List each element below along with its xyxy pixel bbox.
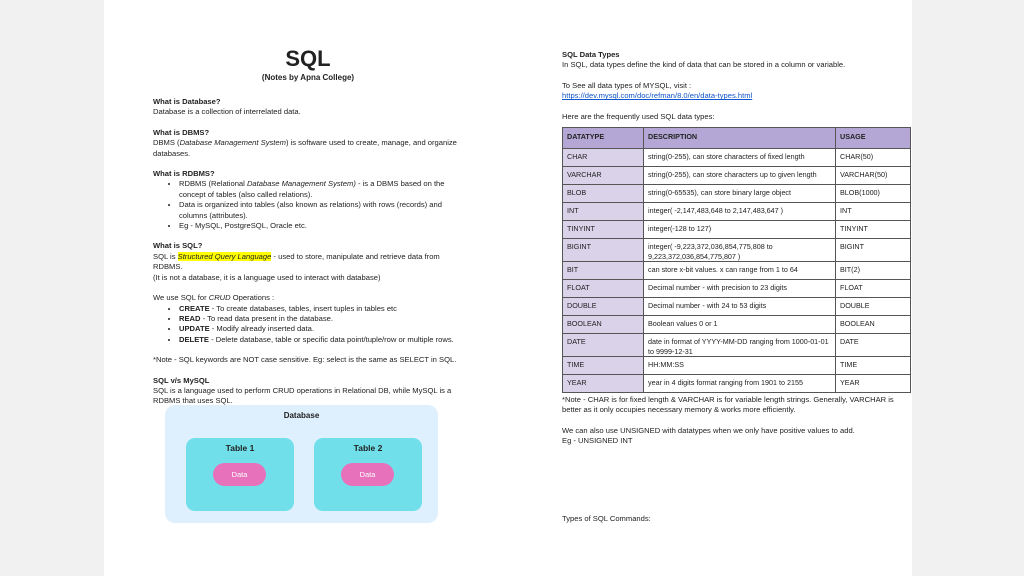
- data-pill: Data: [213, 463, 266, 486]
- list-item: [179, 335, 468, 345]
- page-subtitle: (Notes by Apna College): [261, 73, 355, 82]
- database-diagram: [165, 405, 438, 523]
- list-item: [179, 304, 468, 314]
- table-row: [563, 167, 911, 185]
- cell-usage: FLOAT: [836, 280, 911, 298]
- cell-datatype: BIT: [563, 262, 644, 280]
- cell-description: string(0-255), can store characters up to given length: [644, 167, 836, 185]
- table-row: [563, 375, 911, 393]
- freq-text: Here are the frequently used SQL data types:: [562, 111, 715, 121]
- text: Operations :: [230, 293, 275, 303]
- text: - Modify already inserted data.: [209, 324, 314, 334]
- heading-dbms: What is DBMS?: [153, 127, 210, 137]
- table-label: Table 2: [353, 443, 383, 453]
- diagram-table-1: [186, 438, 294, 511]
- heading-sql: What is SQL?: [153, 241, 203, 251]
- left-column: [153, 97, 468, 407]
- header-usage: USAGE: [836, 128, 911, 149]
- cell-datatype: BIGINT: [563, 239, 644, 262]
- cell-datatype: TINYINT: [563, 221, 644, 239]
- sql-text: [153, 252, 468, 273]
- unsigned-text: We can also use UNSIGNED with datatypes when we only have positive values to add.: [562, 425, 855, 435]
- table-row: [563, 221, 911, 239]
- cell-datatype: VARCHAR: [563, 167, 644, 185]
- cell-description: year in 4 digits format ranging from 1901 to 2155: [644, 375, 836, 393]
- cell-usage: CHAR(50): [836, 149, 911, 167]
- diagram-database-label: Database: [283, 411, 320, 420]
- highlighted-text: Structured Query Language: [177, 251, 272, 261]
- cell-description: string(0-255), can store characters of fixed length: [644, 149, 836, 167]
- text-italic: Database Management System): [246, 179, 356, 189]
- table-row: [563, 239, 911, 262]
- table-row: [563, 280, 911, 298]
- data-pill: Data: [341, 463, 394, 486]
- diagram-table-2: [314, 438, 422, 511]
- note-char-varchar: *Note - CHAR is for fixed length & VARCHAR is for variable length strings. Generally, VARCHAR is better as it only occupies necessary memory & works more efficiently.: [562, 395, 894, 415]
- cell-usage: DOUBLE: [836, 298, 911, 316]
- cell-datatype: BOOLEAN: [563, 316, 644, 334]
- cell-usage: TIME: [836, 357, 911, 375]
- text: - To create databases, tables, insert tuples in tables etc: [209, 303, 397, 313]
- text: - To read data present in the database.: [200, 313, 333, 323]
- vs-text: SQL is a language used to perform CRUD operations in Relational DB, while MySQL is a RDBMS that uses SQL.: [153, 385, 452, 406]
- visit-text: To See all data types of MYSQL, visit :: [562, 80, 692, 90]
- table-row: [563, 262, 911, 280]
- dbms-text: [153, 138, 468, 159]
- database-text: Database is a collection of interrelated data.: [153, 107, 301, 117]
- cell-usage: VARCHAR(50): [836, 167, 911, 185]
- cell-datatype: DOUBLE: [563, 298, 644, 316]
- table-row: [563, 357, 911, 375]
- cell-description: integer( -9,223,372,036,854,775,808 to 9,223,372,036,854,775,807 ): [644, 239, 836, 262]
- crud-intro: [153, 293, 468, 303]
- text-bold: UPDATE: [179, 324, 210, 334]
- cell-description: can store x-bit values. x can range from 1 to 64: [644, 262, 836, 280]
- cell-description: date in format of YYYY-MM-DD ranging from 1000-01-01 to 9999-12-31: [644, 334, 836, 357]
- cell-datatype: DATE: [563, 334, 644, 357]
- cell-datatype: BLOB: [563, 185, 644, 203]
- header-datatype: DATATYPE: [563, 128, 644, 149]
- text: - Delete database, table or specific data point/tuple/row or multiple rows.: [208, 334, 454, 344]
- heading-rdbms: What is RDBMS?: [153, 169, 215, 179]
- text: RDBMS (Relational: [179, 179, 247, 189]
- cell-usage: BOOLEAN: [836, 316, 911, 334]
- heading-data-types: SQL Data Types: [562, 50, 620, 59]
- table-row: [563, 334, 911, 357]
- cell-description: Boolean values 0 or 1: [644, 316, 836, 334]
- text-italic: CRUD: [208, 293, 231, 303]
- cell-datatype: TIME: [563, 357, 644, 375]
- list-item: [179, 324, 468, 334]
- right-column-top: [562, 50, 912, 122]
- cell-datatype: CHAR: [563, 149, 644, 167]
- cell-description: integer( -2,147,483,648 to 2,147,483,647 ): [644, 203, 836, 221]
- cell-usage: YEAR: [836, 375, 911, 393]
- list-item: [179, 314, 468, 324]
- text-bold: CREATE: [179, 303, 210, 313]
- text: DBMS (: [153, 138, 180, 148]
- intro-text: In SQL, data types define the kind of data that can be stored in a column or variable.: [562, 60, 846, 70]
- page-title: SQL: [285, 46, 331, 71]
- text: ) is software used to create, manage, and organize databases.: [153, 138, 457, 158]
- list-item: [179, 179, 468, 200]
- cell-description: HH:MM:SS: [644, 357, 836, 375]
- text-bold: READ: [179, 313, 201, 323]
- cell-usage: INT: [836, 203, 911, 221]
- data-types-table: [562, 127, 911, 393]
- table-row: [563, 185, 911, 203]
- list-item: • Data is organized into tables (also known as relations) with rows (records) and columns (attributes).: [179, 200, 468, 221]
- cell-usage: BLOB(1000): [836, 185, 911, 203]
- table-label: Table 1: [225, 443, 255, 453]
- table-row: [563, 298, 911, 316]
- sql-text-2: (It is not a database, it is a language used to interact with database): [153, 272, 381, 282]
- unsigned-example: Eg - UNSIGNED INT: [562, 436, 633, 446]
- heading-sql-vs-mysql: SQL v/s MySQL: [153, 375, 210, 385]
- cell-description: Decimal number - with precision to 23 digits: [644, 280, 836, 298]
- table-header-row: [563, 128, 911, 149]
- cell-usage: DATE: [836, 334, 911, 357]
- header-description: DESCRIPTION: [644, 128, 836, 149]
- cell-datatype: FLOAT: [563, 280, 644, 298]
- note-text: *Note - SQL keywords are NOT case sensitive. Eg: select is the same as SELECT in SQL.: [153, 355, 457, 365]
- heading-database: What is Database?: [153, 97, 221, 106]
- sql-commands-heading: Types of SQL Commands:: [562, 514, 651, 523]
- text: - is a DBMS based on the concept of tables (also called relations).: [179, 179, 445, 199]
- cell-description: string(0-65535), can store binary large object: [644, 185, 836, 203]
- text: SQL is: [153, 251, 178, 261]
- list-item: • Eg - MySQL, PostgreSQL, Oracle etc.: [179, 221, 468, 231]
- text-bold: DELETE: [179, 334, 209, 344]
- cell-usage: TINYINT: [836, 221, 911, 239]
- table-row: [563, 203, 911, 221]
- text-italic: Database Management System: [179, 138, 286, 148]
- cell-usage: BIGINT: [836, 239, 911, 262]
- cell-description: Decimal number - with 24 to 53 digits: [644, 298, 836, 316]
- cell-description: integer(-128 to 127): [644, 221, 836, 239]
- text: We use SQL for: [153, 293, 209, 303]
- right-column-bottom: [562, 395, 912, 447]
- rdbms-list: [153, 179, 468, 231]
- cell-datatype: YEAR: [563, 375, 644, 393]
- cell-usage: BIT(2): [836, 262, 911, 280]
- mysql-docs-link[interactable]: https://dev.mysql.com/doc/refman/8.0/en/data-types.html: [562, 91, 753, 101]
- text: - used to store, manipulate and retrieve data from RDBMS.: [153, 251, 440, 272]
- table-row: [563, 149, 911, 167]
- crud-list: [153, 304, 468, 346]
- table-row: [563, 316, 911, 334]
- cell-datatype: INT: [563, 203, 644, 221]
